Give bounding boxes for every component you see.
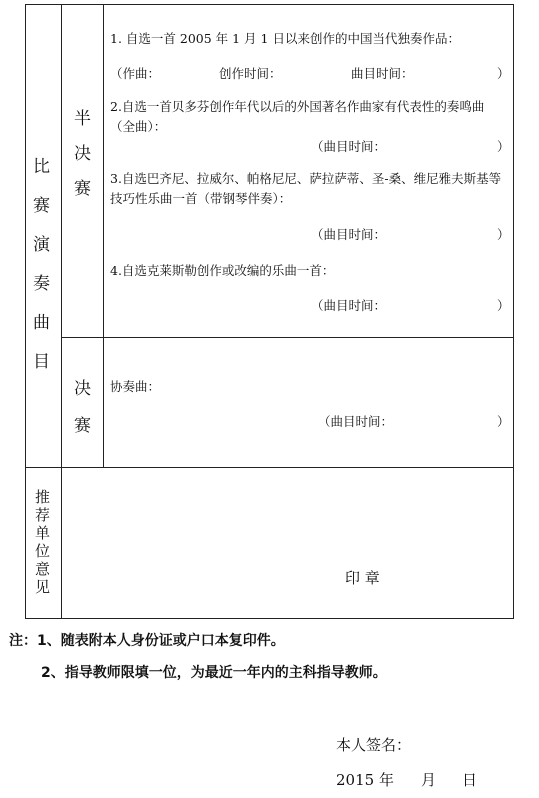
divider-col2 xyxy=(103,4,104,467)
item4-duration: （曲目时间： xyxy=(311,298,387,313)
item2-duration: （曲目时间： xyxy=(311,139,387,154)
item4-text: 4.自选克莱斯勒创作或改编的乐曲一首： xyxy=(110,263,335,278)
item1-duration: 曲目时间： xyxy=(351,66,414,81)
item3-text: 3.自选巴齐尼、拉威尔、帕格尼尼、萨拉萨蒂、圣-桑、维尼雅夫斯基等技巧性乐曲一首（带钢琴伴奏）： xyxy=(110,171,502,206)
signature-day: 日 xyxy=(462,771,478,789)
item2-text: 2.自选一首贝多芬创作年代以后的外国著名作曲家有代表性的奏鸣曲（全曲）： xyxy=(110,99,485,134)
item1-close: ） xyxy=(497,66,510,81)
item4-close: ） xyxy=(497,298,510,313)
signature-month: 月 xyxy=(421,771,437,789)
divider-col1 xyxy=(61,4,62,619)
note-line-2: 2、指导教师限填一位，为最近一年内的主科指导教师。 xyxy=(41,665,387,681)
final-concerto: 协奏曲： xyxy=(110,379,161,394)
item1-text: 1. 自选一首 2005 年 1 月 1 日以来创作的中国当代独奏作品： xyxy=(110,31,460,46)
seal-label: 印 章 xyxy=(345,569,380,587)
item2-close: ） xyxy=(497,139,510,154)
item1-created: 创作时间： xyxy=(219,66,282,81)
item1-composer: （作曲： xyxy=(110,66,161,81)
final-label: 决 赛 xyxy=(74,379,91,436)
final-close: ） xyxy=(497,414,510,429)
signature-year: 2015 年 xyxy=(336,771,394,789)
semifinal-label: 半 决 赛 xyxy=(74,109,91,199)
divider-program-recommend xyxy=(25,467,514,468)
recommend-label: 推 荐 单 位 意 见 xyxy=(35,488,51,596)
divider-semifinal-final xyxy=(61,337,514,338)
item3-close: ） xyxy=(497,227,510,242)
item3-duration: （曲目时间： xyxy=(311,227,387,242)
signature-label: 本人签名： xyxy=(336,736,412,754)
note-line-1: 注：1、随表附本人身份证或户口本复印件。 xyxy=(9,633,285,649)
final-duration: （曲目时间： xyxy=(318,414,394,429)
program-section-label: 比 赛 演 奏 曲 目 xyxy=(33,157,50,372)
